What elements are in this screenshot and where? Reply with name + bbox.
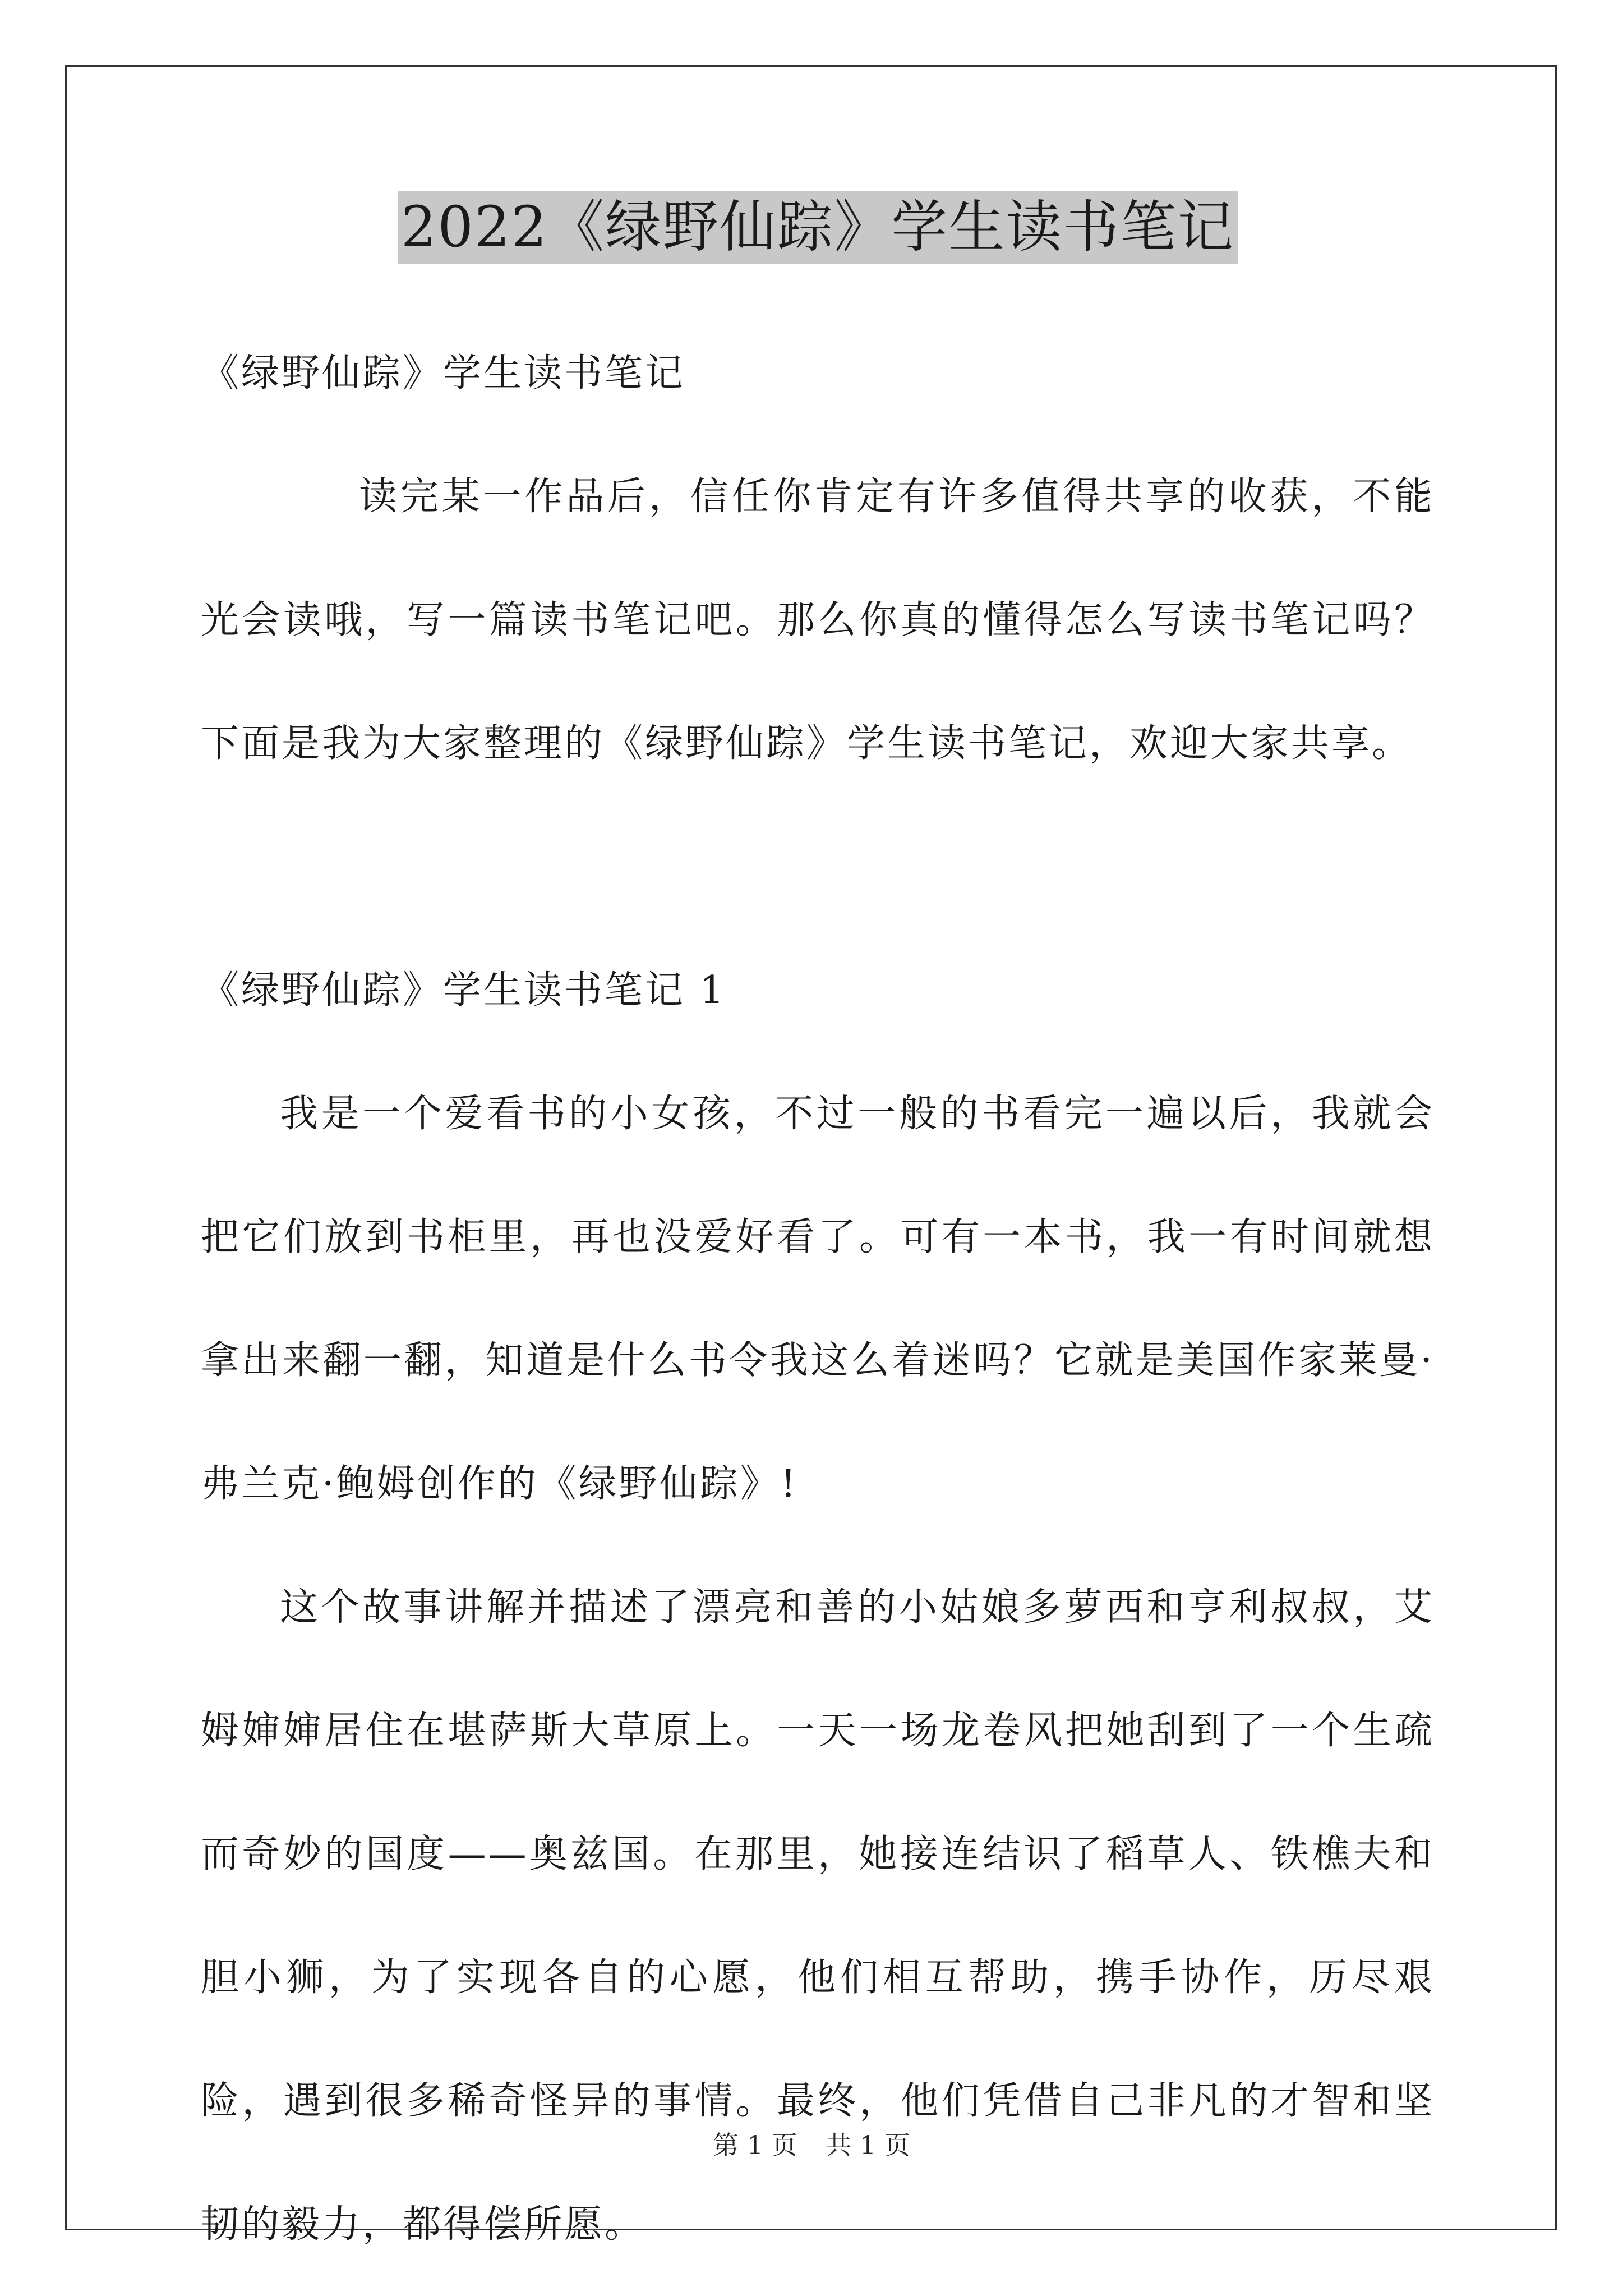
document-body	[201, 191, 1435, 2286]
intro-paragraph: 读完某一作品后，信任你肯定有许多值得共享的收获，不能光会读哦，写一篇读书笔记吧。那么你真的懂得怎么写读书笔记吗？下面是我为大家整理的《绿野仙踪》学生读书笔记，欢迎大家共享。	[201, 475, 1435, 766]
body-paragraph-1: 我是一个爱看书的小女孩，不过一般的书看完一遍以后，我就会把它们放到书柜里，再也没爱好看了。可有一本书，我一有时间就想拿出来翻一翻，知道是什么书令我这么着迷吗？它就是美国作家莱曼·弗兰克·鲍姆创作的《绿野仙踪》!	[201, 1092, 1435, 1506]
page-total: 共 1 页	[826, 2130, 910, 2160]
document-subtitle: 《绿野仙踪》学生读书笔记	[201, 351, 686, 395]
page-number: 第 1 页	[713, 2130, 797, 2160]
body-paragraph-2: 这个故事讲解并描述了漂亮和善的小姑娘多萝西和亨利叔叔，艾姆婶婶居住在堪萨斯大草原上。一天一场龙卷风把她刮到了一个生疏而奇妙的国度——奥兹国。在那里，她接连结识了稻草人、铁樵夫和胆小狮，为了实现各自的心愿，他们相互帮助，携手协作，历尽艰险，遇到很多稀奇怪异的事情。最终，他们凭借自己非凡的才智和坚韧的毅力，都得偿所愿。	[201, 1585, 1435, 2247]
document-title: 2022《绿野仙踪》学生读书笔记	[398, 191, 1238, 264]
page-footer	[0, 2128, 1623, 2162]
section-heading: 《绿野仙踪》学生读书笔记 1	[201, 968, 726, 1013]
title-container	[201, 191, 1435, 264]
section-spacer	[201, 806, 1435, 929]
